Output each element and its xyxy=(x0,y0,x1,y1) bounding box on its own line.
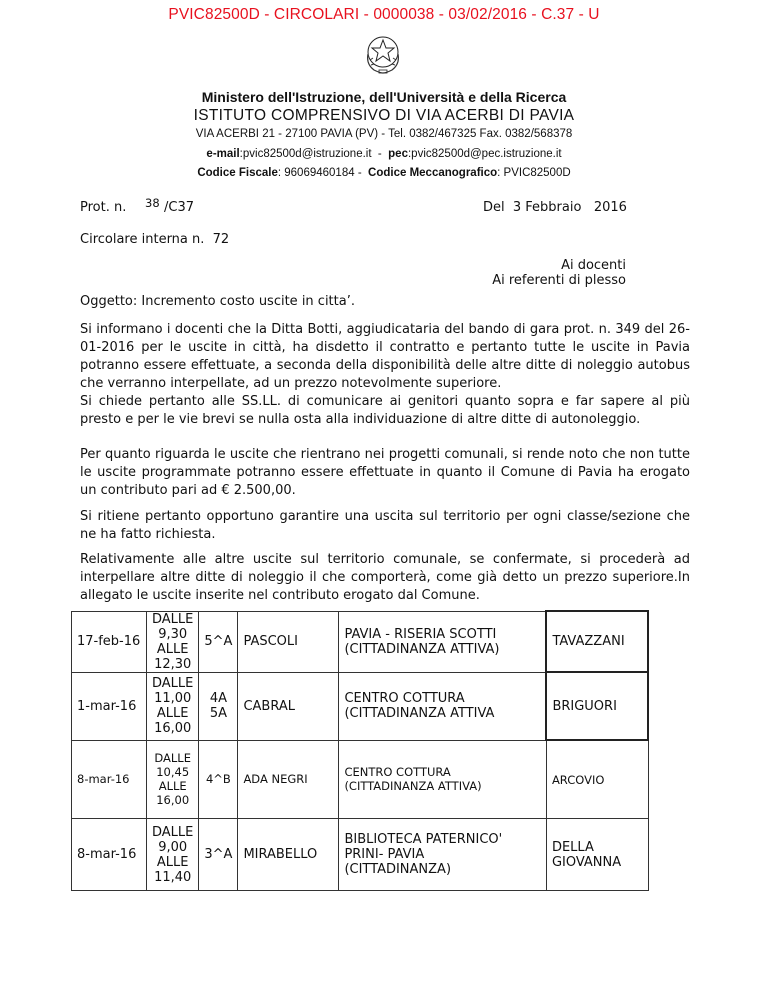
recipient-referenti: Ai referenti di plesso xyxy=(492,273,626,288)
cm-label: Codice Meccanografico xyxy=(368,167,498,179)
body-paragraph: Per quanto riguarda le uscite che rientrano nei progetti comunali, si rende noto che non tutte le uscite programmate potranno essere effettuate in quanto il Comune di Pavia ha erogato un contributo pari ad € 2.500,00. xyxy=(80,447,690,498)
cell-referent: TAVAZZANI xyxy=(546,611,648,672)
school-address: VIA ACERBI 21 - 27100 PAVIA (PV) - Tel. 0382/467325 Fax. 0382/568378 xyxy=(195,128,573,140)
protocol-stamp: PVIC82500D - CIRCOLARI - 0000038 - 03/02/2016 - C.37 - U xyxy=(168,6,600,23)
document-date: Del 3 Febbraio 2016 xyxy=(483,200,627,215)
body-paragraph: Si informano i docenti che la Ditta Botti, aggiudicataria del bando di gara prot. n. 349 del 26-01-2016 per le uscite in città, ha disdetto il contratto e pertanto tutte le uscite in Pavia potranno essere effettuate, a seconda della disponibilità delle altre ditte di noleggio autobus che verranno interpellate, ad un prezzo notevolmente superiore. xyxy=(80,322,690,391)
cell-date: 8-mar-16 xyxy=(72,819,147,891)
circolare-number: Circolare interna n. 72 xyxy=(80,232,230,247)
subject-line: Oggetto: Incremento costo uscite in citta’. xyxy=(80,294,355,309)
recipients xyxy=(476,258,626,288)
school-name: ISTITUTO COMPRENSIVO DI VIA ACERBI DI PAVIA xyxy=(193,107,575,124)
cell-place: CENTRO COTTURA (CITTADINANZA ATTIVA xyxy=(339,672,547,740)
cell-teacher: MIRABELLO xyxy=(238,819,339,891)
prot-number: 38 xyxy=(145,196,160,210)
cell-teacher: PASCOLI xyxy=(238,611,339,672)
cf-value: : 96069460184 - xyxy=(277,167,362,179)
cell-referent: BRIGUORI xyxy=(546,672,648,740)
cell-time: DALLE 9,00 ALLE 11,40 xyxy=(147,819,199,891)
cm-value: : PVIC82500D xyxy=(497,167,571,179)
cell-place: BIBLIOTECA PATERNICO' PRINI- PAVIA (CITTADINANZA) xyxy=(339,819,547,891)
cell-time: DALLE 10,45 ALLE 16,00 xyxy=(147,740,199,819)
cell-class: 5^A xyxy=(199,611,238,672)
cell-class: 4A 5A xyxy=(199,672,238,740)
cell-teacher: CABRAL xyxy=(238,672,339,740)
outings-table xyxy=(71,610,649,891)
recipient-docenti: Ai docenti xyxy=(561,258,626,273)
school-codes xyxy=(0,167,768,179)
email-label: e-mail xyxy=(206,148,240,160)
cell-date: 17-feb-16 xyxy=(72,611,147,672)
pec-label: pec xyxy=(388,148,408,160)
school-emails: e-mail:pvic82500d@istruzione.it - pec:pvic82500d@pec.istruzione.it xyxy=(206,148,562,160)
cell-teacher: ADA NEGRI xyxy=(238,740,339,819)
italian-republic-emblem-icon xyxy=(362,32,404,76)
cell-class: 3^A xyxy=(199,819,238,891)
prot-suffix: /C37 xyxy=(164,200,194,215)
prot-label: Prot. n. xyxy=(80,200,127,215)
body-paragraph: Si chiede pertanto alle SS.LL. di comunicare ai genitori quanto sopra e far sapere al più presto e per le vie brevi se nulla osta alla individuazione di altre ditte di autonoleggio. xyxy=(80,394,690,427)
cell-time: DALLE 9,30 ALLE 12,30 xyxy=(147,611,199,672)
table-row xyxy=(72,672,649,740)
cell-place: PAVIA - RISERIA SCOTTI (CITTADINANZA ATTIVA) xyxy=(339,611,547,672)
cell-date: 1-mar-16 xyxy=(72,672,147,740)
cell-date: 8-mar-16 xyxy=(72,740,147,819)
body-paragraph: Si ritiene pertanto opportuno garantire una uscita sul territorio per ogni classe/sezione che ne ha fatto richiesta. xyxy=(80,509,690,542)
email-value: :pvic82500d@istruzione.it xyxy=(239,148,372,160)
cf-label: Codice Fiscale xyxy=(197,167,278,179)
cell-time: DALLE 11,00 ALLE 16,00 xyxy=(147,672,199,740)
cell-referent: DELLA GIOVANNA xyxy=(546,819,648,891)
table-row xyxy=(72,740,649,819)
cell-class: 4^B xyxy=(199,740,238,819)
cell-place: CENTRO COTTURA (CITTADINANZA ATTIVA) xyxy=(339,740,547,819)
body-paragraph: Relativamente alle altre uscite sul territorio comunale, se confermate, si procederà ad interpellare altre ditte di noleggio il che comporterà, come già detto un prezzo superiore.In allegato le uscite inserite nel contributo erogato dal Comune. xyxy=(80,552,690,603)
table-row xyxy=(72,611,649,672)
cell-referent: ARCOVIO xyxy=(546,740,648,819)
ministry-name: Ministero dell'Istruzione, dell'Università e della Ricerca xyxy=(201,89,567,105)
pec-value: :pvic82500d@pec.istruzione.it xyxy=(407,148,562,160)
table-row xyxy=(72,819,649,891)
